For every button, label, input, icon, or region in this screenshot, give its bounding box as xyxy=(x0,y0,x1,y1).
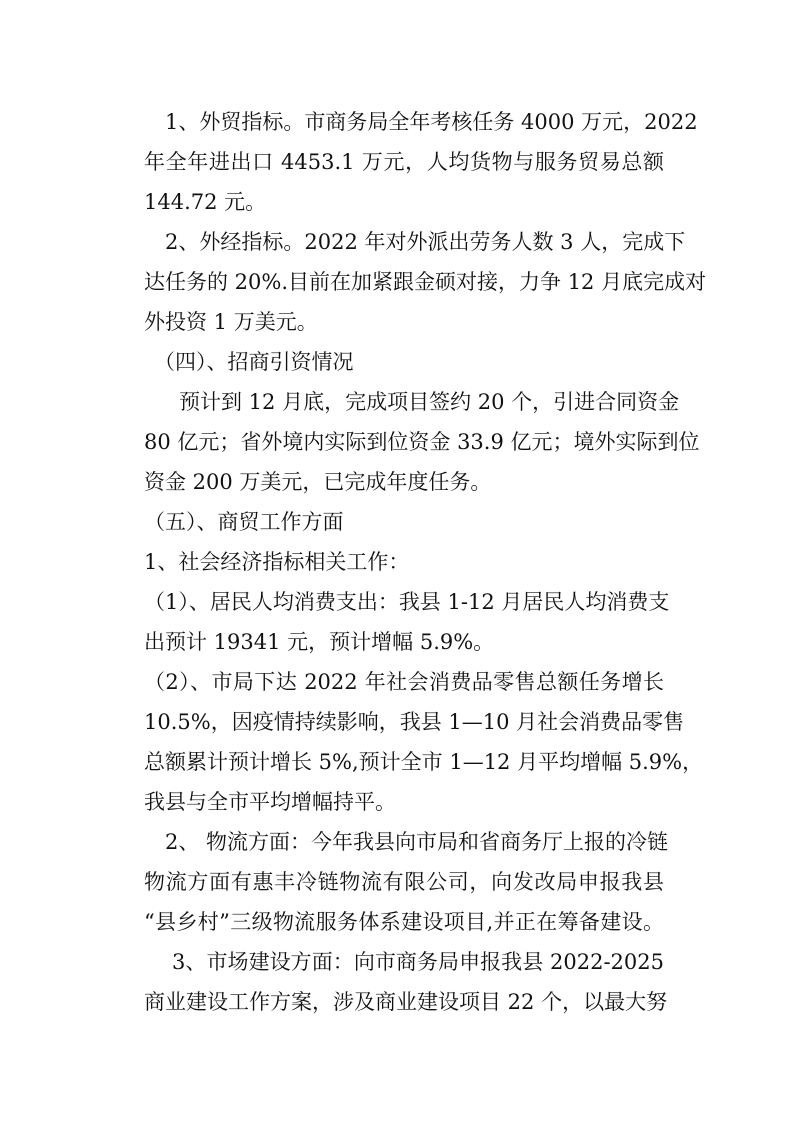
text-line: “县乡村”三级物流服务体系建设项目,并正在筹备建设。 xyxy=(144,910,664,934)
text-line: 资金 200 万美元，已完成年度任务。 xyxy=(144,470,492,494)
section-heading: （五）、商贸工作方面 xyxy=(144,510,344,534)
text-line: 达任务的 20%.目前在加紧跟金硕对接，力争 12 月底完成对 xyxy=(144,270,707,294)
text-line: 年全年进出口 4453.1 万元，人均货物与服务贸易总额 xyxy=(144,150,664,174)
text-line: 1、外贸指标。市商务局全年考核任务 4000 万元，2022 xyxy=(165,110,698,134)
text-line: 2、 物流方面：今年我县向市局和省商务厅上报的冷链 xyxy=(165,830,669,854)
text-line: 总额累计预计增长 5%,预计全市 1—12 月平均增幅 5.9%， xyxy=(144,750,704,774)
text-line: 2、外经指标。2022 年对外派出劳务人数 3 人，完成下 xyxy=(165,230,686,254)
text-line: 外投资 1 万美元。 xyxy=(144,310,318,334)
text-line: 预计到 12 月底，完成项目签约 20 个，引进合同资金 xyxy=(179,390,680,414)
text-line: 80 亿元；省外境内实际到位资金 33.9 亿元；境外实际到位 xyxy=(144,430,700,454)
text-line: （2）、市局下达 2022 年社会消费品零售总额任务增长 xyxy=(144,670,664,694)
text-line: 3、市场建设方面：向市商务局申报我县 2022-2025 xyxy=(172,950,664,974)
text-line: 出预计 19341 元，预计增幅 5.9%。 xyxy=(144,630,495,654)
text-line: 144.72 元。 xyxy=(144,190,267,214)
text-line: 1、社会经济指标相关工作： xyxy=(144,550,410,574)
text-line: 物流方面有惠丰冷链物流有限公司，向发改局申报我县 xyxy=(144,870,664,894)
text-line: 10.5%，因疫情持续影响，我县 1—10 月社会消费品零售 xyxy=(144,710,685,734)
text-line: 商业建设工作方案，涉及商业建设项目 22 个，以最大努 xyxy=(144,990,668,1014)
section-heading: （四）、招商引资情况 xyxy=(154,350,354,374)
text-line: 我县与全市平均增幅持平。 xyxy=(144,790,396,814)
text-line: （1）、居民人均消费支出：我县 1-12 月居民人均消费支 xyxy=(144,590,670,614)
